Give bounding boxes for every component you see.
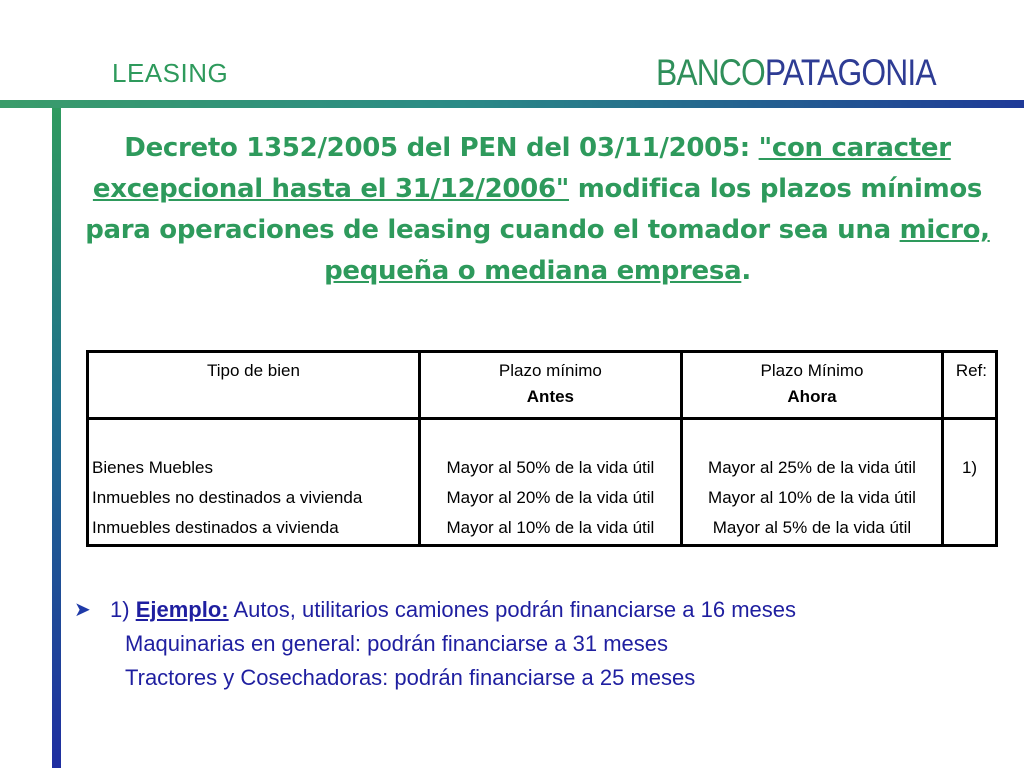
cell-line: Mayor al 5% de la vida útil (712, 518, 912, 537)
example-line-2: Maquinarias en general: podrán financiarse a 31 meses (125, 631, 668, 656)
decree-quote: "con caracter excepcional hasta el 31/12/2006" (92, 133, 951, 204)
cell-plazo-antes (419, 419, 681, 546)
brand-part1: BANCO (656, 52, 765, 93)
cell-line: Mayor al 50% de la vida útil (446, 458, 655, 477)
cell-line: Mayor al 25% de la vida útil (708, 458, 916, 477)
table-header-row (88, 352, 997, 419)
cell-line: Mayor al 10% de la vida útil (708, 488, 916, 507)
header-ref: Ref: (943, 352, 997, 419)
header-divider-bar (0, 100, 1024, 108)
header-tipo-de-bien: Tipo de bien (88, 352, 420, 419)
cell-tipo-de-bien (88, 419, 420, 546)
cell-line: Bienes Muebles (92, 458, 213, 477)
example-line-3: Tractores y Cosechadoras: podrán financiarse a 25 meses (125, 665, 696, 690)
decree-text-2: modifica los plazos mínimos para operaciones de leasing cuando el tomador sea una (85, 174, 983, 245)
leasing-terms-table (86, 350, 998, 547)
header-antes: Antes (526, 387, 575, 406)
decree-text-3: . (741, 256, 751, 286)
header-ahora: Ahora (787, 387, 837, 406)
brand-part2: PATAGONIA (764, 52, 936, 93)
arrowhead-bullet-icon: ➤ (74, 599, 91, 621)
list-item (74, 593, 1014, 627)
example-bullet-list (74, 593, 1014, 695)
slide-title: LEASING (112, 58, 229, 88)
cell-line: Inmuebles no destinados a vivienda (92, 488, 363, 507)
decree-highlight: micro, pequeña o mediana empresa (324, 215, 990, 286)
table-row (88, 419, 997, 546)
decree-text-1: Decreto 1352/2005 del PEN del 03/11/2005: (124, 133, 759, 163)
example-line-1: 1) Ejemplo: Autos, utilitarios camiones podrán financiarse a 16 meses (110, 597, 797, 622)
cell-ref (943, 419, 997, 546)
example-label: Ejemplo: (135, 597, 229, 622)
cell-line: Mayor al 20% de la vida útil (446, 488, 655, 507)
header-plazo-antes: Plazo mínimo Antes (419, 352, 681, 419)
cell-line: Inmuebles destinados a vivienda (92, 518, 339, 537)
cell-line: 1) (961, 458, 978, 477)
header-plazo-ahora: Plazo Mínimo Ahora (681, 352, 942, 419)
cell-line: Mayor al 10% de la vida útil (446, 518, 655, 537)
banco-patagonia-logo (656, 53, 936, 93)
decree-paragraph (80, 128, 995, 292)
cell-plazo-ahora (681, 419, 942, 546)
left-accent-bar (52, 108, 61, 768)
